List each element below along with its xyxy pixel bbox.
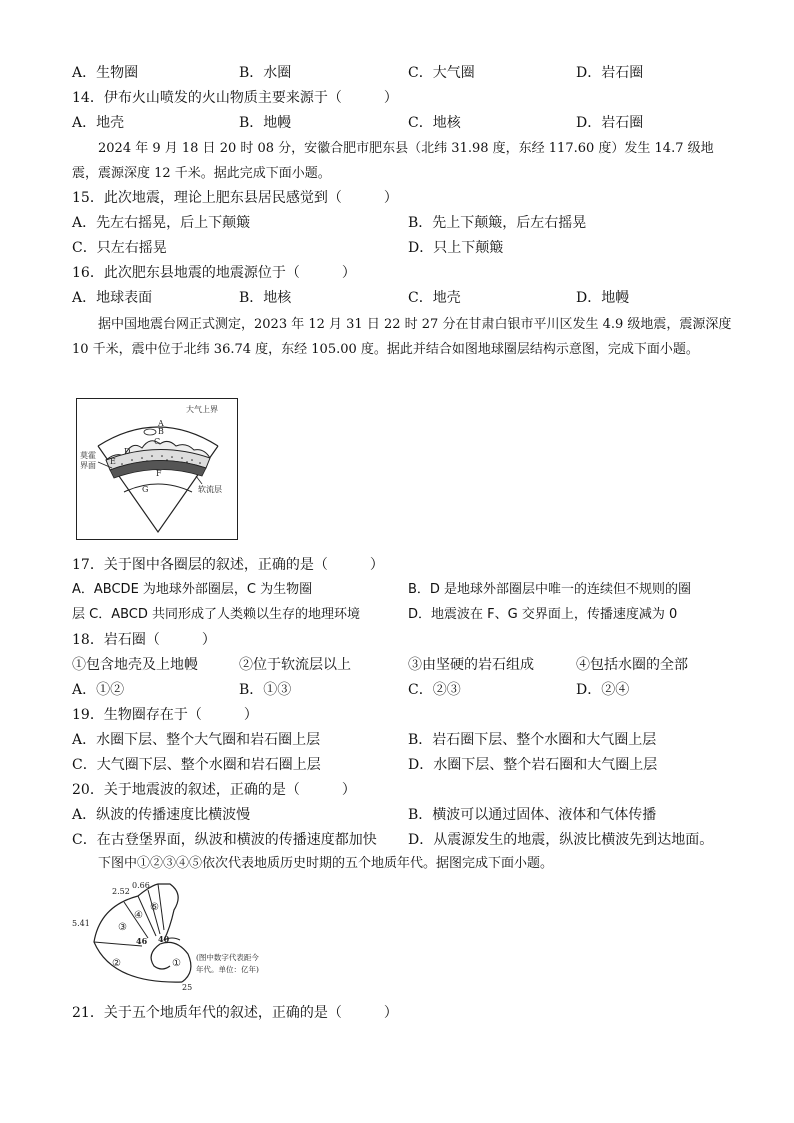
label-top-atmosphere: 大气上界 — [186, 405, 218, 414]
passage-geologic-eras: 下图中①②③④⑤依次代表地质历史时期的五个地质年代。据图完成下面小题。 — [98, 856, 554, 871]
q15-options-row2 — [0, 239, 794, 257]
q14-options — [0, 114, 794, 132]
passage-feidong: 2024 年 9 月 18 日 20 时 08 分，安徽合肥市肥东县（北纬 31.98 度，东经 117.60 度）发生 14.7 级地震，震源深度 12 千米。据此完成下面小题。 — [72, 141, 714, 181]
q16-option-b: B．地核 — [239, 290, 292, 306]
q13-option-a: A．生物圈 — [72, 65, 139, 81]
q19-option-c: C．大气圈下层、整个水圈和岩石圈上层 — [72, 757, 321, 773]
q14-option-c: C．地核 — [408, 115, 461, 131]
q19-options-row1 — [0, 731, 794, 749]
age-541: 5.41 — [72, 919, 90, 928]
age-252: 2.52 — [112, 887, 130, 896]
q13-options — [0, 64, 794, 82]
q20-option-d: D．从震源发生的地震，纵波比横波先到达地面。 — [408, 832, 714, 848]
q15-option-b: B．先上下颠簸，后左右摇晃 — [408, 215, 587, 231]
q20-options-row1 — [0, 806, 794, 824]
q17-options-row1 — [0, 581, 794, 599]
q19-options-row2 — [0, 756, 794, 774]
q18-item-1: ①包含地壳及上地幔 — [72, 657, 198, 673]
q16-stem: 16．此次肥东县地震的地震源位于（ ） — [72, 265, 356, 281]
q18-item-3: ③由坚硬的岩石组成 — [408, 657, 534, 673]
q17-stem: 17．关于图中各圈层的叙述，正确的是（ ） — [72, 557, 384, 573]
figure2-note-2: 年代。单位：亿年) — [196, 965, 259, 974]
q15-option-a: A．先左右摇晃，后上下颠簸 — [72, 215, 251, 231]
geologic-time-figure — [72, 880, 292, 992]
earth-structure-figure — [76, 398, 238, 540]
q18-item-4: ④包括水圈的全部 — [576, 657, 688, 673]
q16-option-a: A．地球表面 — [72, 290, 153, 306]
label-a: A — [158, 419, 164, 428]
era-3: ③ — [118, 922, 127, 933]
q17-option-a: A．ABCDE 为地球外部圈层，C 为生物圈 — [72, 582, 313, 597]
q17-option-b: B．D 是地球外部圈层中唯一的连续但不规则的圈 — [408, 582, 692, 597]
passage-baiyin: 据中国地震台网正式测定，2023 年 12 月 31 日 22 时 27 分在甘肃白银市平川区发生 4.9 级地震，震源深度 10 千米，震中位于北纬 36.74 度，东经 105.00 度。据此并结合如图地球圈层结构示意图，完成下面小题。 — [72, 317, 732, 357]
age-25: 25 — [182, 983, 193, 992]
q15-options-row1 — [0, 214, 794, 232]
q18-item-2: ②位于软流层以上 — [239, 657, 351, 673]
q20-options-row2 — [0, 831, 794, 849]
q18-option-a: A．①② — [72, 682, 125, 698]
label-f: F — [156, 469, 162, 478]
age-40: 40 — [158, 934, 170, 944]
q18-option-c: C．②③ — [408, 682, 461, 698]
q18-stem: 18．岩石圈（ ） — [72, 632, 216, 648]
label-asthenosphere: 软流层 — [198, 485, 222, 494]
q20-option-b: B．横波可以通过固体、液体和气体传播 — [408, 807, 657, 823]
q13-option-d: D．岩石圈 — [576, 65, 644, 81]
q16-option-d: D．地幔 — [576, 290, 630, 306]
label-g: G — [142, 485, 149, 494]
q19-stem: 19．生物圈存在于（ ） — [72, 707, 258, 723]
q18-options — [0, 681, 794, 699]
label-d: D — [124, 447, 131, 456]
q20-option-a: A．纵波的传播速度比横波慢 — [72, 807, 251, 823]
q19-option-b: B．岩石圈下层、整个水圈和大气圈上层 — [408, 732, 657, 748]
q17-options-row2 — [0, 606, 794, 624]
label-c: C — [154, 437, 161, 446]
q18-option-d: D．②④ — [576, 682, 630, 698]
label-e: E — [110, 457, 116, 466]
age-46: 46 — [136, 936, 148, 946]
q15-option-d: D．只上下颠簸 — [408, 240, 504, 256]
q19-option-a: A．水圈下层、整个大气圈和岩石圈上层 — [72, 732, 321, 748]
q16-options — [0, 289, 794, 307]
q21-stem: 21．关于五个地质年代的叙述，正确的是（ ） — [72, 1005, 398, 1021]
q14-option-a: A．地壳 — [72, 115, 125, 131]
q19-option-d: D．水圈下层、整个岩石圈和大气圈上层 — [408, 757, 658, 773]
era-4: ④ — [134, 910, 143, 921]
q20-stem: 20．关于地震波的叙述，正确的是（ ） — [72, 782, 356, 798]
q13-option-c: C．大气圈 — [408, 65, 475, 81]
q16-option-c: C．地壳 — [408, 290, 461, 306]
era-5: ⑤ — [150, 902, 159, 913]
q14-option-b: B．地幔 — [239, 115, 292, 131]
q15-option-c: C．只左右摇晃 — [72, 240, 167, 256]
q18-option-b: B．①③ — [239, 682, 292, 698]
label-moho-2: 界面 — [80, 461, 96, 470]
era-1: ① — [172, 958, 181, 969]
era-2: ② — [112, 958, 121, 969]
q20-option-c: C．在古登堡界面，纵波和横波的传播速度都加快 — [72, 832, 377, 848]
label-b: B — [158, 427, 164, 436]
q15-stem: 15．此次地震，理论上肥东县居民感觉到（ ） — [72, 190, 398, 206]
q18-items — [0, 656, 794, 674]
q17-option-c: 层 C．ABCD 共同形成了人类赖以生存的地理环境 — [72, 607, 361, 622]
q17-option-d: D．地震波在 F、G 交界面上，传播速度减为 0 — [408, 607, 678, 622]
q13-option-b: B．水圈 — [239, 65, 292, 81]
q14-option-d: D．岩石圈 — [576, 115, 644, 131]
age-066: 0.66 — [132, 881, 150, 890]
figure2-note-1: (图中数字代表距今 — [196, 953, 259, 962]
label-moho-1: 莫霍 — [80, 451, 96, 460]
q14-stem: 14．伊布火山喷发的火山物质主要来源于（ ） — [72, 90, 398, 106]
